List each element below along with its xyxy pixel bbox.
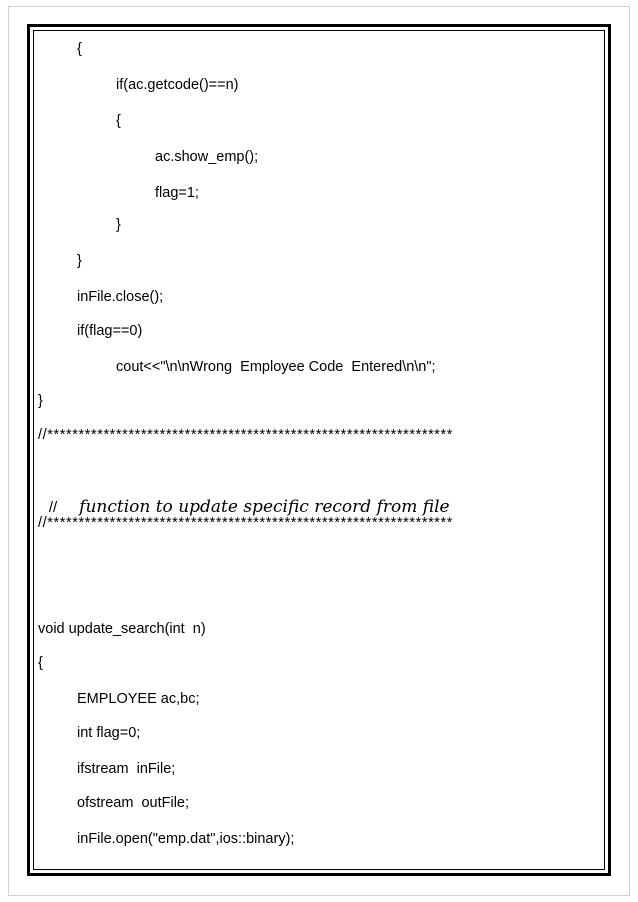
code-line-infile-open: inFile.open("emp.dat",ios::binary);	[77, 831, 295, 847]
code-line-close-brace-inner: }	[116, 217, 121, 233]
comment-separator-top: //*****************************************************************	[38, 427, 454, 443]
code-line-flag-set: flag=1;	[155, 185, 199, 201]
code-line-ofstream-decl: ofstream outFile;	[77, 795, 190, 811]
code-line-function-end: }	[38, 393, 43, 409]
code-line-ifstream-decl: ifstream inFile;	[77, 761, 176, 777]
code-line-open-brace-inner: {	[116, 113, 121, 129]
section-heading	[38, 474, 450, 519]
code-line-open-brace: {	[77, 41, 82, 57]
heading-comment-slashes: //	[48, 499, 58, 516]
heading-text: function to update specific record from file	[79, 497, 450, 517]
code-line-function-open: {	[38, 655, 43, 671]
code-line-cout-wrong-code: cout<<"\n\nWrong Employee Code Entered\n\n";	[116, 359, 436, 375]
code-line-show-emp: ac.show_emp();	[155, 149, 259, 165]
code-line-employee-decl: EMPLOYEE ac,bc;	[77, 691, 200, 707]
comment-separator-bottom: //*****************************************************************	[38, 515, 454, 531]
code-line-if-flag: if(flag==0)	[77, 323, 143, 339]
code-line-infile-close: inFile.close();	[77, 289, 164, 305]
code-line-function-signature: void update_search(int n)	[38, 621, 206, 637]
page-border-inner	[33, 30, 605, 870]
code-line-if-getcode: if(ac.getcode()==n)	[116, 77, 239, 93]
code-line-flag-decl: int flag=0;	[77, 725, 141, 741]
code-line-close-brace: }	[77, 253, 82, 269]
